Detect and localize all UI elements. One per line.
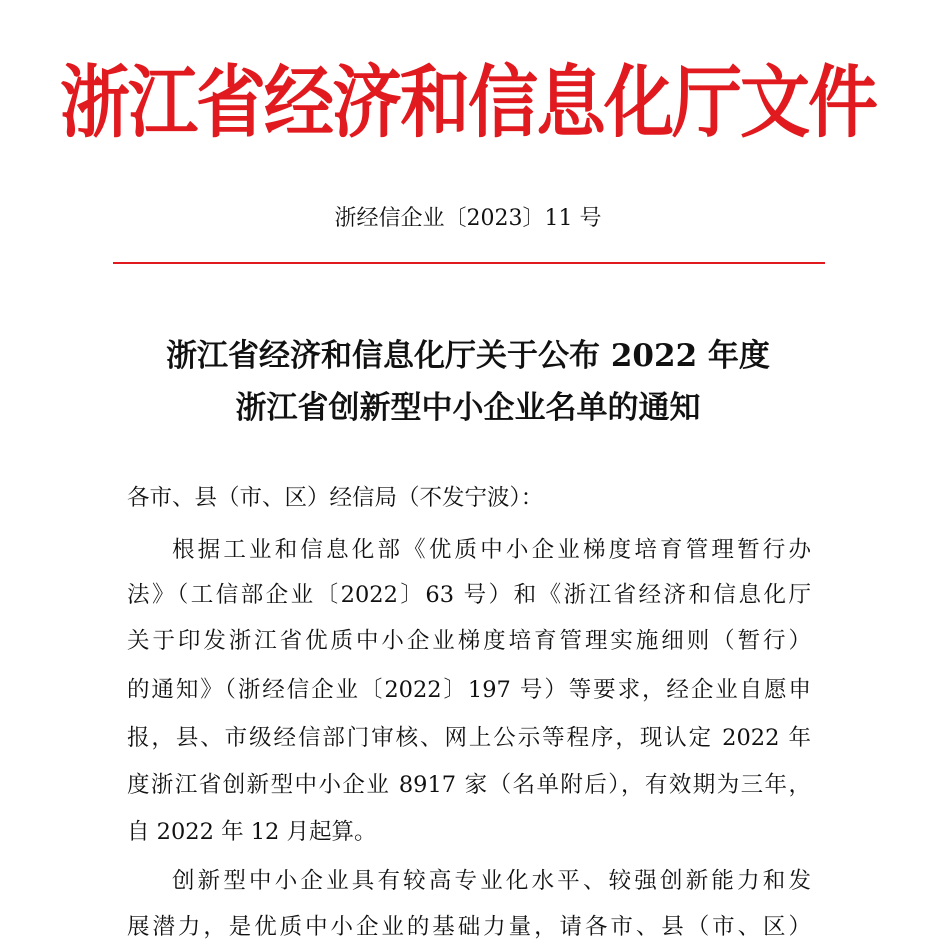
paragraph-2-line-2: 展潜力，是优质中小企业的基础力量，请各市、县（市、区）: [127, 914, 811, 940]
red-divider-line: [113, 262, 825, 264]
paragraph-1-line-4: 的通知》（浙经信企业〔2022〕197 号）等要求，经企业自愿申: [127, 677, 811, 703]
paragraph-1-line-3: 关于印发浙江省优质中小企业梯度培育管理实施细则（暂行）: [127, 628, 811, 654]
document-number: 浙经信企业〔2023〕11 号: [334, 206, 602, 231]
document-title-line-1: 浙江省经济和信息化厅关于公布 2022 年度: [166, 338, 770, 374]
paragraph-1-line-1: 根据工业和信息化部《优质中小企业梯度培育管理暂行办: [172, 537, 811, 563]
masthead-title: 浙江省经济和信息化厅文件: [60, 56, 876, 149]
paragraph-1-line-5: 报，县、市级经信部门审核、网上公示等程序，现认定 2022 年: [127, 725, 811, 751]
paragraph-2-line-1: 创新型中小企业具有较高专业化水平、较强创新能力和发: [172, 868, 811, 894]
salutation: 各市、县（市、区）经信局（不发宁波）：: [127, 485, 544, 511]
paragraph-1-line-7: 自 2022 年 12 月起算。: [127, 819, 377, 845]
paragraph-1-line-6: 度浙江省创新型中小企业 8917 家（名单附后），有效期为三年，: [127, 772, 811, 798]
document-title-line-2: 浙江省创新型中小企业名单的通知: [235, 390, 701, 426]
paragraph-1-line-2: 法》（工信部企业〔2022〕63 号）和《浙江省经济和信息化厅: [127, 582, 811, 608]
